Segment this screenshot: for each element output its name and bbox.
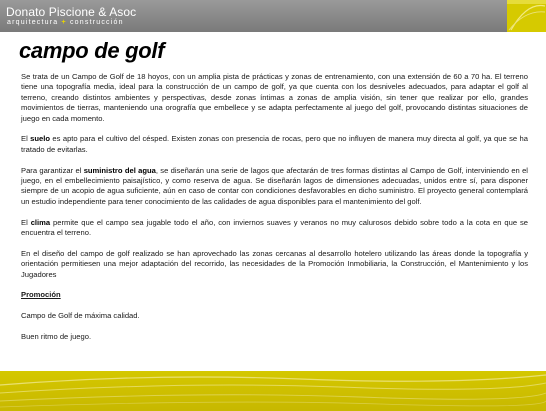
logo-icon [507, 0, 546, 32]
logo-graphic [507, 0, 546, 32]
climate-paragraph: El clima permite que el campo sea jugable todo el año, con inviernos suaves y veranos no muy calurosos debido sobre todo a la cota en que se encuentra el terreno. [21, 217, 528, 238]
footer-band [0, 371, 546, 411]
company-name: Donato Piscione & Asoc [6, 5, 137, 19]
tagline-plus: + [61, 19, 67, 26]
promotion-line-rhythm: Buen ritmo de juego. [21, 332, 92, 342]
header-bar [0, 0, 546, 32]
intro-paragraph: Se trata de un Campo de Golf de 18 hoyos, con un amplia pista de prácticas y zonas de entrenamiento, con una extensión de 60 a 70 ha. El terreno tiene una topografía media, ideal para la construcción de un campo de golf, ya que cuenta con los desniveles adecuados, para adaptar el golf al terreno, creando distintos ambientes y perspectivas, desde zonas íntimas a zonas de amplia visión, sin tener que realizar por ello, grandes movimientos de tierras, manteniendo una orografía que embellece y se adapta perfectamente al juego del golf, provocando distintas situaciones de juego en cada momento. [21, 72, 528, 123]
page-title: campo de golf [19, 38, 165, 63]
tagline-construction: construcción [69, 19, 124, 26]
promotion-heading: Promoción [21, 290, 61, 300]
company-tagline [7, 19, 124, 26]
tagline-architecture: arquitectura [7, 19, 59, 26]
promotion-line-quality: Campo de Golf de máxima calidad. [21, 311, 140, 321]
water-paragraph: Para garantizar el suministro del agua, se diseñarán una serie de lagos que afectarán de tres formas distintas al Campo de Golf, interviniendo en el juego, en el embellecimiento paisajístico, y como reserva de agua. Se diseñarán lagos de dimensiones adecuadas, unidos entre sí, para disponer siempre de un acopio de agua suficiente, aún en caso de contar con condiciones desfavorables en dicho suministro. El proyecto general contemplará un estudio independiente para tener conocimiento de las calidades de agua disponibles para el mantenimiento del golf. [21, 165, 528, 206]
water-keyword: suministro del agua [83, 165, 156, 175]
climate-keyword: clima [30, 217, 51, 227]
footer-wave-decoration [0, 371, 546, 411]
document-body [21, 72, 528, 353]
soil-keyword: suelo [30, 134, 51, 144]
design-paragraph: En el diseño del campo de golf realizado se han aprovechado las zonas cercanas al desarrollo hotelero utilizando las áreas donde la topografía y orientación permitiesen una mejor adaptación del recorrido, las necesidades de la Promoción Inmobiliaria, la Construcción, el Mantenimiento y los Jugadores [21, 248, 528, 279]
soil-paragraph: El suelo es apto para el cultivo del césped. Existen zonas con presencia de rocas, pero que no influyen de manera muy directa al golf, ya que se ha tratado de evitarlas. [21, 134, 528, 154]
